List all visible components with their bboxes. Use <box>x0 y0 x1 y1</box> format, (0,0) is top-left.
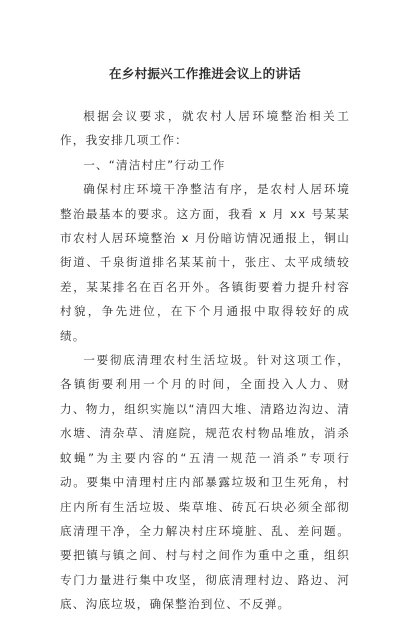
section-heading: 一、“清洁村庄”行动工作 <box>83 157 226 172</box>
document-title: 在乡村振兴工作推进会议上的讲话 <box>108 66 301 81</box>
paragraph-body-2: 一要彻底清理农村生活垃圾。针对这项工作，各镇街要利用一个月的时间，全面投入人力、财力、物力，组织实施以“清四大堆、清路边沟边、清水塘、清杂草、清庭院，规范农村物品堆放，消杀蚊蝇”为主要内容的“五清一规范一消杀”专项行动。要集中清理村庄内部暴露垃圾和卫生死角，村庄内所有生活垃圾、柴草堆、砖瓦石块必须全部彻底清理干净，全力解决村庄环境脏、乱、差问题。要把镇与镇之间、村与村之间作为重中之重，组织专门力量进行集中攻坚，彻底清理村边、路边、河底、沟底垃圾，确保整治到位、不反弹。 <box>60 353 350 612</box>
paragraph-body-1: 确保村庄环境干净整洁有序，是农村人居环境整治最基本的要求。这方面，我看 x 月 xx 号某某市农村人居环境整治 x 月份暗访情况通报上，铜山街道、千泉街道排名某某前十，张庄、太平成绩较差，某某排名在百名开外。各镇街要着力提升村容村貌，争先进位，在下个月通报中取得较好的成绩。 <box>60 182 350 343</box>
paragraph-intro: 根据会议要求，就农村人居环境整治相关工作，我安排几项工作： <box>60 109 350 148</box>
